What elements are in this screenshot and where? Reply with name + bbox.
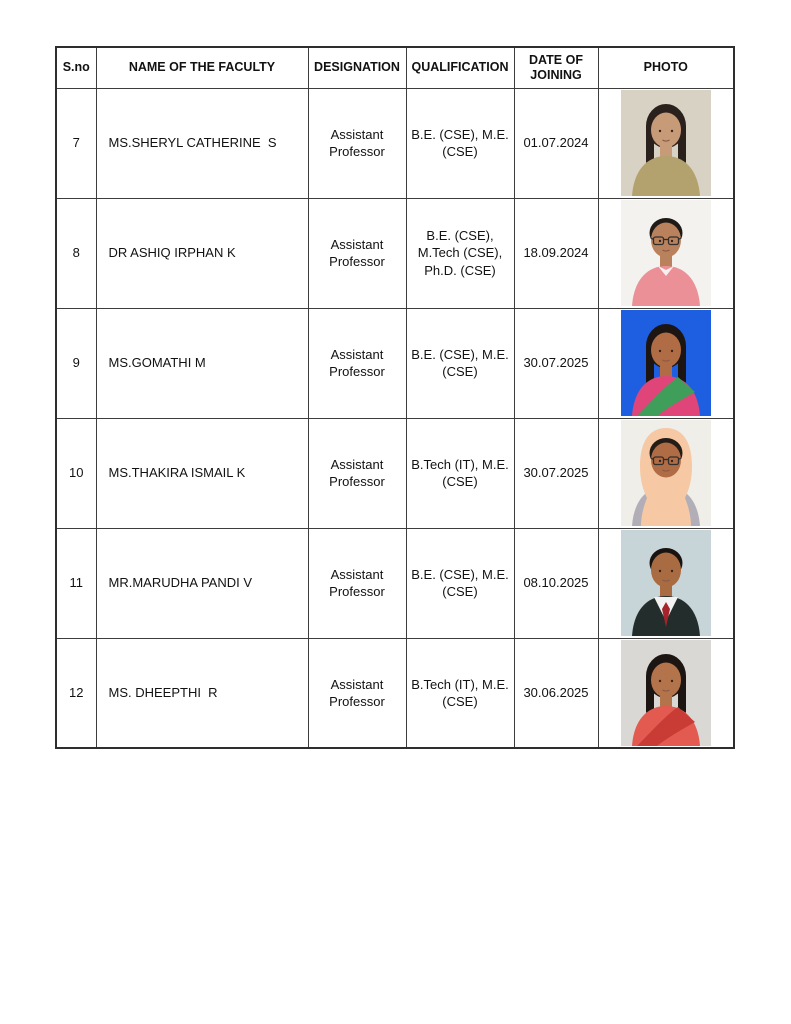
- designation-cell: Assistant Professor: [308, 418, 406, 528]
- date-of-joining-cell: 01.07.2024: [514, 88, 598, 198]
- header-name: NAME OF THE FACULTY: [96, 47, 308, 88]
- faculty-photo: [621, 310, 711, 416]
- faculty-photo: [621, 200, 711, 306]
- faculty-name-cell: DR ASHIQ IRPHAN K: [96, 198, 308, 308]
- date-of-joining-cell: 30.06.2025: [514, 638, 598, 748]
- header-row: [56, 47, 734, 88]
- photo-cell: [598, 308, 734, 418]
- header-photo: PHOTO: [598, 47, 734, 88]
- qualification-cell: B.E. (CSE), M.E. (CSE): [406, 308, 514, 418]
- photo-cell: [598, 528, 734, 638]
- sno-cell: 9: [56, 308, 96, 418]
- designation-cell: Assistant Professor: [308, 528, 406, 638]
- photo-cell: [598, 638, 734, 748]
- faculty-name-cell: MS.GOMATHI M: [96, 308, 308, 418]
- sno-cell: 12: [56, 638, 96, 748]
- qualification-cell: B.E. (CSE), M.E. (CSE): [406, 528, 514, 638]
- header-date-of-joining: DATE OF JOINING: [514, 47, 598, 88]
- qualification-cell: B.Tech (IT), M.E. (CSE): [406, 638, 514, 748]
- designation-cell: Assistant Professor: [308, 198, 406, 308]
- photo-cell: [598, 198, 734, 308]
- faculty-photo: [621, 90, 711, 196]
- faculty-photo: [621, 530, 711, 636]
- photo-cell: [598, 88, 734, 198]
- designation-cell: Assistant Professor: [308, 88, 406, 198]
- table-row: [56, 638, 734, 748]
- header-designation: DESIGNATION: [308, 47, 406, 88]
- table-row: [56, 198, 734, 308]
- designation-cell: Assistant Professor: [308, 308, 406, 418]
- sno-cell: 10: [56, 418, 96, 528]
- faculty-photo: [621, 420, 711, 526]
- photo-cell: [598, 418, 734, 528]
- document-page: [55, 46, 735, 749]
- table-row: [56, 88, 734, 198]
- sno-cell: 7: [56, 88, 96, 198]
- qualification-cell: B.Tech (IT), M.E. (CSE): [406, 418, 514, 528]
- qualification-cell: B.E. (CSE), M.E. (CSE): [406, 88, 514, 198]
- faculty-name-cell: MS.THAKIRA ISMAIL K: [96, 418, 308, 528]
- date-of-joining-cell: 18.09.2024: [514, 198, 598, 308]
- date-of-joining-cell: 30.07.2025: [514, 308, 598, 418]
- date-of-joining-cell: 08.10.2025: [514, 528, 598, 638]
- faculty-name-cell: MS. DHEEPTHI R: [96, 638, 308, 748]
- sno-cell: 8: [56, 198, 96, 308]
- faculty-photo: [621, 640, 711, 746]
- header-sno: S.no: [56, 47, 96, 88]
- designation-cell: Assistant Professor: [308, 638, 406, 748]
- sno-cell: 11: [56, 528, 96, 638]
- table-row: [56, 308, 734, 418]
- faculty-table: [55, 46, 735, 749]
- qualification-cell: B.E. (CSE), M.Tech (CSE), Ph.D. (CSE): [406, 198, 514, 308]
- faculty-name-cell: MS.SHERYL CATHERINE S: [96, 88, 308, 198]
- date-of-joining-cell: 30.07.2025: [514, 418, 598, 528]
- faculty-name-cell: MR.MARUDHA PANDI V: [96, 528, 308, 638]
- table-row: [56, 418, 734, 528]
- table-row: [56, 528, 734, 638]
- header-qualification: QUALIFICATION: [406, 47, 514, 88]
